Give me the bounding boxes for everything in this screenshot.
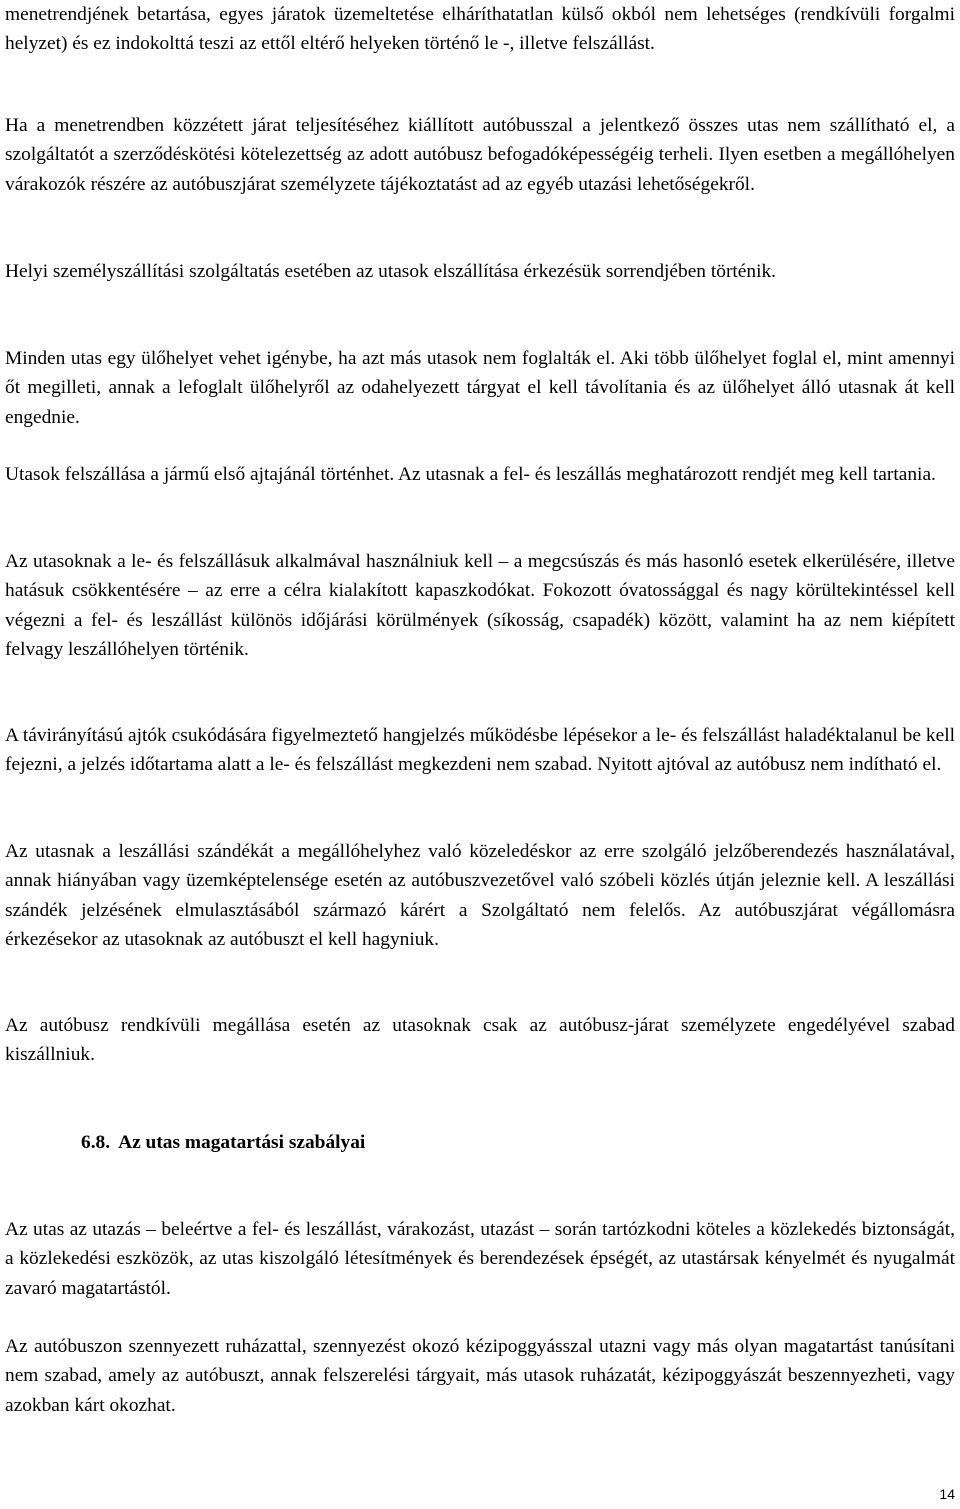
paragraph-handrails: Az utasoknak a le- és felszállásuk alkalmával használniuk kell – a megcsúszás és más hasonló esetek elkerülésére, illetve hatásuk csökkentésére – az erre a célra kialakított kapaszkodókat. Fokozott óvatossággal és nagy körültekintéssel kell végezni a fel- és leszállást különös időjárási körülmények (síkosság, csapadék) között, valamint ha az nem kiépített felvagy leszállóhelyen történik. <box>5 551 955 660</box>
paragraph-local-order: Helyi személyszállítási szolgáltatás esetében az utasok elszállítása érkezésük sorrendjében történik. <box>5 261 777 282</box>
paragraph-soiling: Az autóbuszon szennyezett ruházattal, szennyezést okozó kézipoggyásszal utazni vagy más olyan magatartást tanúsítani nem szabad, amely az autóbuszt, annak felszerelési tárgyait, más utasok ruházatát, kézipoggyászát beszennyezheti, vagy azokban kárt okozhat. <box>5 1336 955 1416</box>
paragraph-stop-request: Az utasnak a leszállási szándékát a megállóhelyhez való közeledéskor az erre szolgáló jelzőberendezés használatával, annak hiányában vagy üzemképtelensége esetén az autóbuszvezetővel való szóbeli közlés útján jeleznie kell. A leszállási szándék jelzésének elmulasztásából származó kárért a Szolgáltató nem felelős. Az autóbuszjárat végállomásra érkezésekor az utasoknak az autóbuszt el kell hagyniuk. <box>5 841 955 950</box>
paragraph-emergency-stop: Az autóbusz rendkívüli megállása esetén az utasoknak csak az autóbusz-járat személyzete engedélyével szabad kiszállniuk. <box>5 1015 955 1066</box>
paragraph-doors: A távirányítású ajtók csukódására figyelmeztető hangjelzés működésbe lépésekor a le- és felszállást haladéktalanul be kell fejezni, a jelzés időtartama alatt a le- és felszállást megkezdeni nem szabad. Nyitott ajtóval az autóbusz nem indítható el. <box>5 725 955 776</box>
paragraph-boarding: Utasok felszállása a jármű első ajtajánál történhet. Az utasnak a fel- és leszállás meghatározott rendjét meg kell tartania. <box>5 464 936 485</box>
section-number: 6.8. <box>81 1132 111 1153</box>
section-title: Az utas magatartási szabályai <box>118 1132 366 1153</box>
page-number: 14 <box>939 1486 955 1502</box>
paragraph-route-deviation: menetrendjének betartása, egyes járatok üzemeltetése elháríthatatlan külső okból nem lehetséges (rendkívüli forgalmi helyzet) és ez indokolttá teszi az ettől eltérő helyeken történő le -, illetve felszállást. <box>5 4 955 55</box>
section-heading <box>81 1128 365 1157</box>
paragraph-conduct: Az utas az utazás – beleértve a fel- és leszállást, várakozást, utazást – során tartózkodni köteles a közlekedés biztonságát, a közlekedési eszközök, az utas kiszolgáló létesítmények és berendezések épségét, az utastársak kényelmét és nyugalmát zavaró magatartástól. <box>5 1219 955 1299</box>
paragraph-capacity: Ha a menetrendben közzétett járat teljesítéséhez kiállított autóbusszal a jelentkező összes utas nem szállítható el, a szolgáltatót a szerződéskötési kötelezettség az adott autóbusz befogadóképességéig terheli. Ilyen esetben a megállóhelyen várakozók részére az autóbuszjárat személyzete tájékoztatást ad az egyéb utazási lehetőségekről. <box>5 115 955 195</box>
paragraph-seating: Minden utas egy ülőhelyet vehet igénybe, ha azt más utasok nem foglalták el. Aki több ülőhelyet foglal el, mint amennyi őt megilleti, annak a lefoglalt ülőhelyről az odahelyezett tárgyat el kell távolítania és az ülőhelyet álló utasnak át kell engednie. <box>5 348 955 428</box>
